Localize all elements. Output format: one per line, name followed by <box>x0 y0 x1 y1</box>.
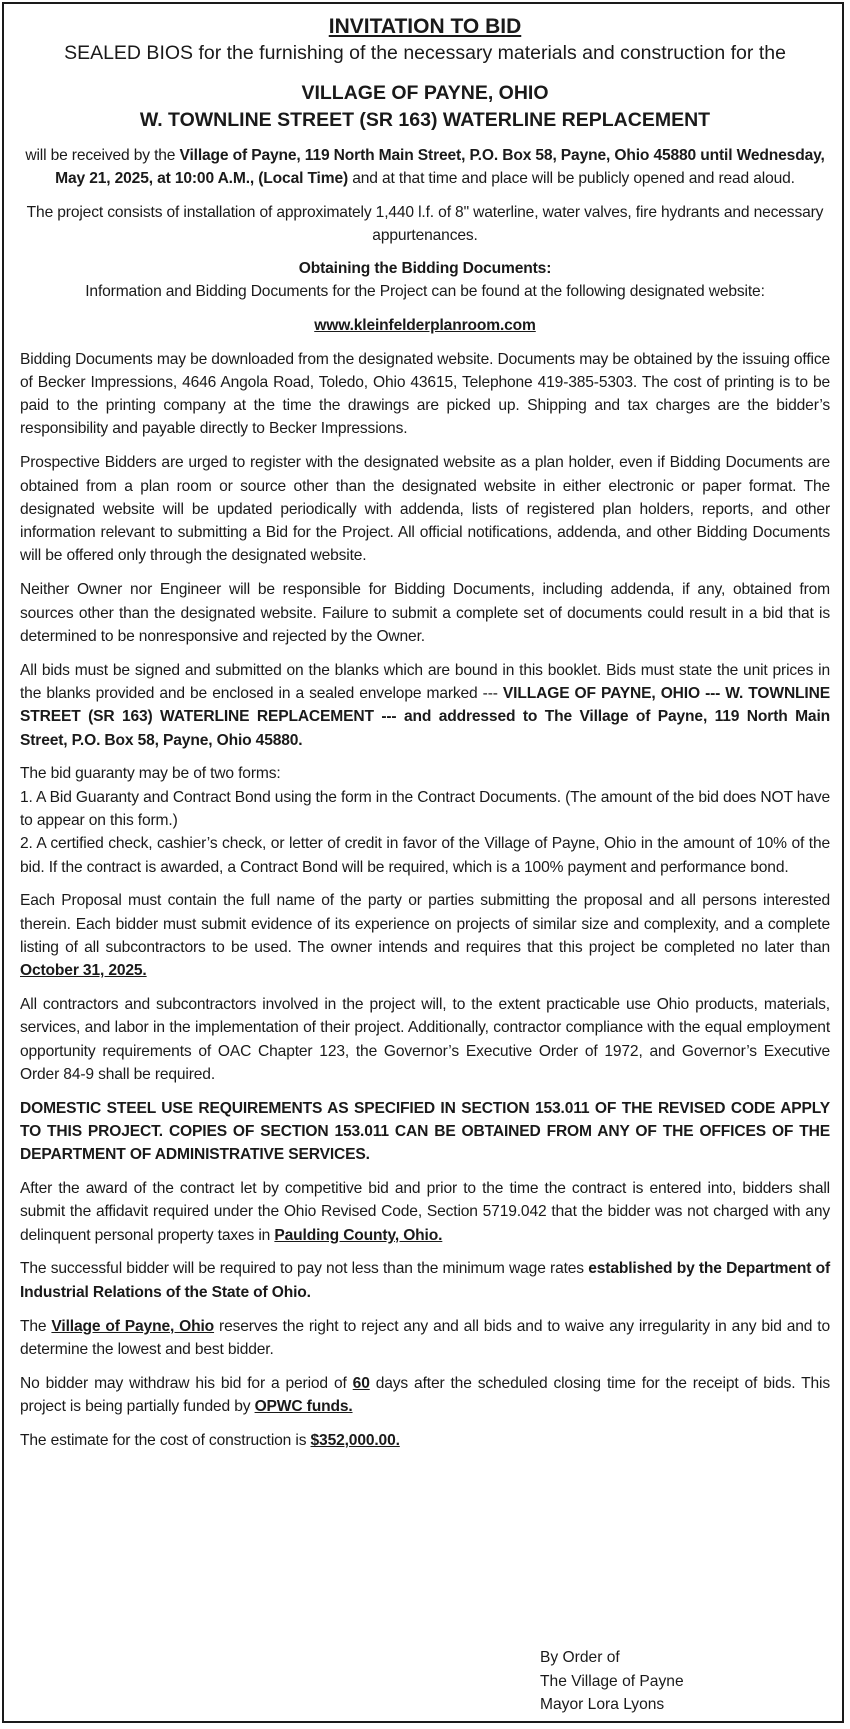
register-paragraph: Prospective Bidders are urged to register with the designated website as a plan holder, even if Bidding Documents are obtained from a plan room or source other than the designated website in either electronic or paper format. The designated website will be updated periodically with addenda, lists of registered plan holders, reports, and other information relevant to submitting a Bid for the Project. All official notifications, addenda, and other Bidding Documents will be offered only through the designated website. <box>20 454 830 565</box>
obtaining-heading: Obtaining the Bidding Documents: <box>298 260 552 278</box>
withdraw-mid: days after the scheduled closing time for the receipt of bids. This project is being partially funded by <box>20 1374 830 1415</box>
wage-paragraph <box>20 1257 830 1304</box>
estimate-amount: $352,000.00. <box>310 1431 400 1449</box>
project-heading: W. TOWNLINE STREET (SR 163) WATERLINE REPLACEMENT <box>139 109 711 131</box>
website-link[interactable]: www.kleinfelderplanroom.com <box>314 316 536 334</box>
bid-notice <box>20 14 830 1452</box>
village-name: Village of Payne, Ohio <box>51 1317 215 1335</box>
domestic-steel-paragraph: DOMESTIC STEEL USE REQUIREMENTS AS SPECIFIED IN SECTION 153.011 OF THE REVISED CODE APPLY TO THIS PROJECT. COPIES OF SECTION 153.011 CAN BE OBTAINED FROM ANY OF THE OFFICES OF THE DEPARTMENT OF ADMINISTRATIVE SERVICES. <box>20 1099 830 1164</box>
guaranty-item-2: 2. A certified check, cashier’s check, or letter of credit in favor of the Village of Payne, Ohio in the amount of 10% of the bid. If the contract is awarded, a Contract Bond will be required, which is a 100% payment and performance bond. <box>20 835 830 876</box>
guaranty-intro: The bid guaranty may be of two forms: <box>20 765 281 783</box>
receipt-post: and at that time and place will be publicly opened and read aloud. <box>348 170 795 188</box>
estimate-pre: The estimate for the cost of construction is <box>20 1431 311 1449</box>
receipt-bold: Village of Payne, 119 North Main Street, P.O. Box 58, Payne, Ohio 45880 until Wednesday, May 21, 2025, at 10:00 A.M., (Local Time) <box>55 147 825 188</box>
guaranty-item-1: 1. A Bid Guaranty and Contract Bond using the form in the Contract Documents. (The amount of the bid does NOT have to appear on this form.) <box>20 788 830 829</box>
county-name: Paulding County, Ohio. <box>274 1226 443 1244</box>
signature-block <box>540 1646 684 1717</box>
signature-line-3: Mayor Lora Lyons <box>540 1696 665 1713</box>
responsibility-paragraph: Neither Owner nor Engineer will be responsible for Bidding Documents, including addenda, if any, obtained from sources other than the designated website. Failure to submit a complete set of documents could result in a bid that is determined to be nonresponsive and rejected by the Owner. <box>20 581 830 645</box>
affidavit-pre: After the award of the contract let by competitive bid and prior to the time the contract is entered into, bidders shall submit the affidavit required under the Ohio Revised Code, Section 5719.042 that the bidder was not charged with any delinquent personal property taxes in <box>20 1180 830 1244</box>
obtaining-text: Information and Bidding Documents for the Project can be found at the following designated website: <box>85 283 765 301</box>
lead-line: SEALED BIOS for the furnishing of the necessary materials and construction for the <box>64 42 786 64</box>
submission-pre: All bids must be signed and submitted on the blanks which are bound in this booklet. Bids must state the unit prices in the blanks provided and be enclosed in a sealed envelope marked --- <box>20 661 830 702</box>
withdraw-days: 60 <box>352 1374 370 1392</box>
ohio-products-paragraph: All contractors and subcontractors involved in the project will, to the extent practicable use Ohio products, materials, services, and labor in the implementation of their project. Additionally, contractor compliance with the equal employment opportunity requirements of OAC Chapter 123, the Governor’s Executive Order of 1972, and Governor’s Executive Order 84-9 shall be required. <box>20 996 830 1083</box>
proposal-pre: Each Proposal must contain the full name of the party or parties submitting the proposal and all persons interested therein. Each bidder must submit evidence of its experience on projects of similar size and complexity, and a complete listing of all subcontractors to be used. The owner intends and requires that this project be completed no later than <box>20 892 830 956</box>
rights-post: reserves the right to reject any and all bids and to waive any irregularity in any bid and to determine the lowest and best bidder. <box>20 1317 830 1358</box>
guaranty-block <box>20 762 830 878</box>
scope-paragraph: The project consists of installation of approximately 1,440 l.f. of 8" waterline, water valves, fire hydrants and necessary appurtenances. <box>26 203 824 244</box>
receipt-pre: will be received by the <box>25 147 180 164</box>
rights-pre: The <box>20 1317 52 1335</box>
signature-line-1: By Order of <box>540 1649 620 1666</box>
affidavit-paragraph <box>20 1177 830 1247</box>
signature-line-2: The Village of Payne <box>540 1672 684 1690</box>
owner-heading: VILLAGE OF PAYNE, OHIO <box>301 82 549 104</box>
wage-pre: The successful bidder will be required to pay not less than the minimum wage rates <box>20 1260 589 1278</box>
receipt-paragraph <box>20 144 830 191</box>
download-paragraph: Bidding Documents may be downloaded from the designated website. Documents may be obtained by the issuing office of Becker Impressions, 4646 Angola Road, Toledo, Ohio 43615, Telephone 419-385-5303. The cost of printing is to be paid to the printing company at the time the drawings are picked up. Shipping and tax charges are the bidder’s responsibility and payable directly to Becker Impressions. <box>20 350 830 438</box>
completion-date: October 31, 2025. <box>20 962 147 980</box>
withdraw-pre: No bidder may withdraw his bid for a period of <box>20 1374 353 1392</box>
estimate-paragraph <box>20 1429 830 1452</box>
notice-title: INVITATION TO BID <box>328 15 522 38</box>
submission-bold: VILLAGE OF PAYNE, OHIO --- W. TOWNLINE STREET (SR 163) WATERLINE REPLACEMENT --- and addressed to The Village of Payne, 119 North Main Street, P.O. Box 58, Payne, Ohio 45880. <box>20 684 830 749</box>
withdraw-paragraph <box>20 1372 830 1419</box>
submission-paragraph <box>20 659 830 752</box>
wage-bold: established by the Department of Industrial Relations of the State of Ohio. <box>20 1260 830 1301</box>
rights-paragraph <box>20 1315 830 1362</box>
proposal-paragraph <box>20 889 830 982</box>
funding-source: OPWC funds. <box>254 1397 353 1415</box>
